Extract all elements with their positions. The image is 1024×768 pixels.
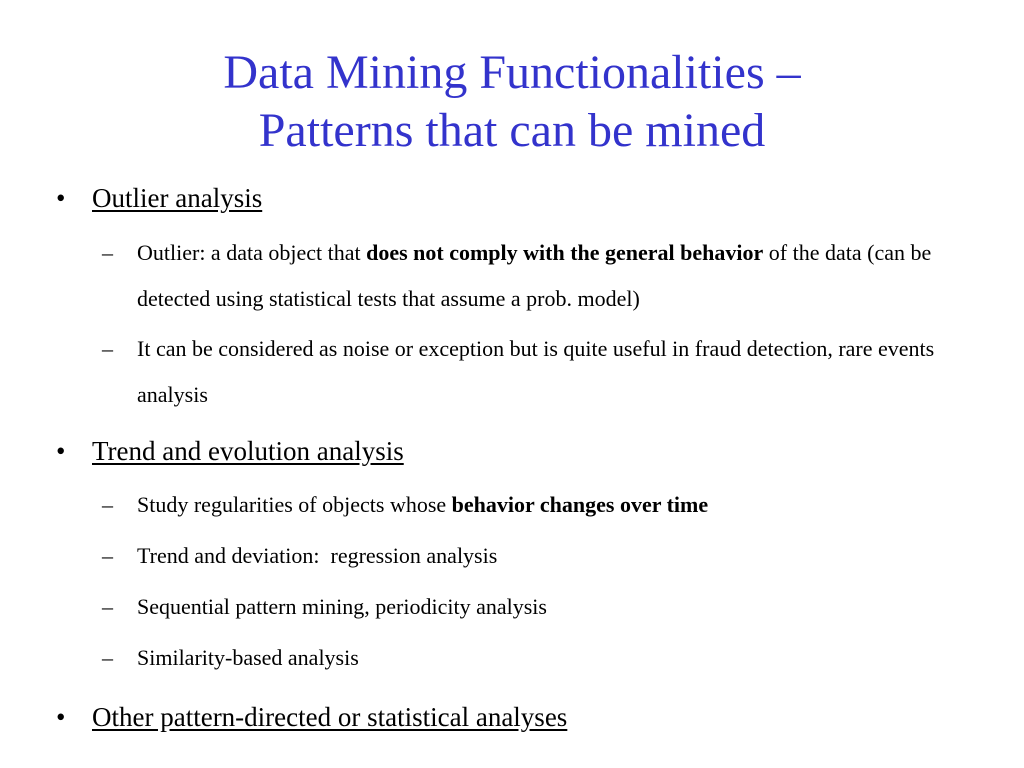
bullet-trend-evolution [56,435,404,467]
dash-icon: – [102,240,113,265]
dash-icon: – [102,543,113,568]
dash-icon: – [102,492,113,517]
section-heading: Trend and evolution analysis [92,436,404,466]
sub-bullet-text: It can be considered as noise or exception but is quite useful in fraud detection, rare events analysis [137,336,935,407]
sub-bullet-outlier-definition [102,230,1002,322]
text-bold: does not comply with the general behavior [366,240,764,265]
bullet-icon: • [56,436,66,466]
dash-icon: – [102,594,113,619]
bullet-outlier-analysis [56,182,262,214]
title-line-2: Patterns that can be mined [258,104,766,157]
title-line-1: Data Mining Functionalities – [223,46,801,99]
sub-bullet-text [137,482,1002,528]
sub-bullet-regularities [102,482,1002,528]
text-normal: of the data (can be detected using statistical tests that assume a prob. model) [137,240,932,311]
sub-bullet-text: Similarity-based analysis [137,645,359,670]
dash-icon: – [102,336,113,361]
text-bold: behavior changes over time [451,492,709,517]
sub-bullet-trend-deviation [102,533,1002,579]
text-normal: Study regularities of objects whose [137,492,452,517]
slide-title [0,44,1024,160]
sub-bullet-text [137,230,1002,322]
section-heading: Other pattern-directed or statistical analyses [92,702,568,732]
sub-bullet-similarity [102,635,1002,681]
bullet-other-analyses [56,701,567,733]
bullet-icon: • [56,183,66,213]
sub-bullet-text: Sequential pattern mining, periodicity analysis [137,594,547,619]
sub-bullet-text: Trend and deviation: regression analysis [137,543,498,568]
text-normal: Outlier: a data object that [137,240,367,265]
dash-icon: – [102,645,113,670]
bullet-icon: • [56,702,66,732]
section-heading: Outlier analysis [92,183,263,213]
sub-bullet-noise-exception [102,326,1002,418]
sub-bullet-sequential-pattern [102,584,1002,630]
